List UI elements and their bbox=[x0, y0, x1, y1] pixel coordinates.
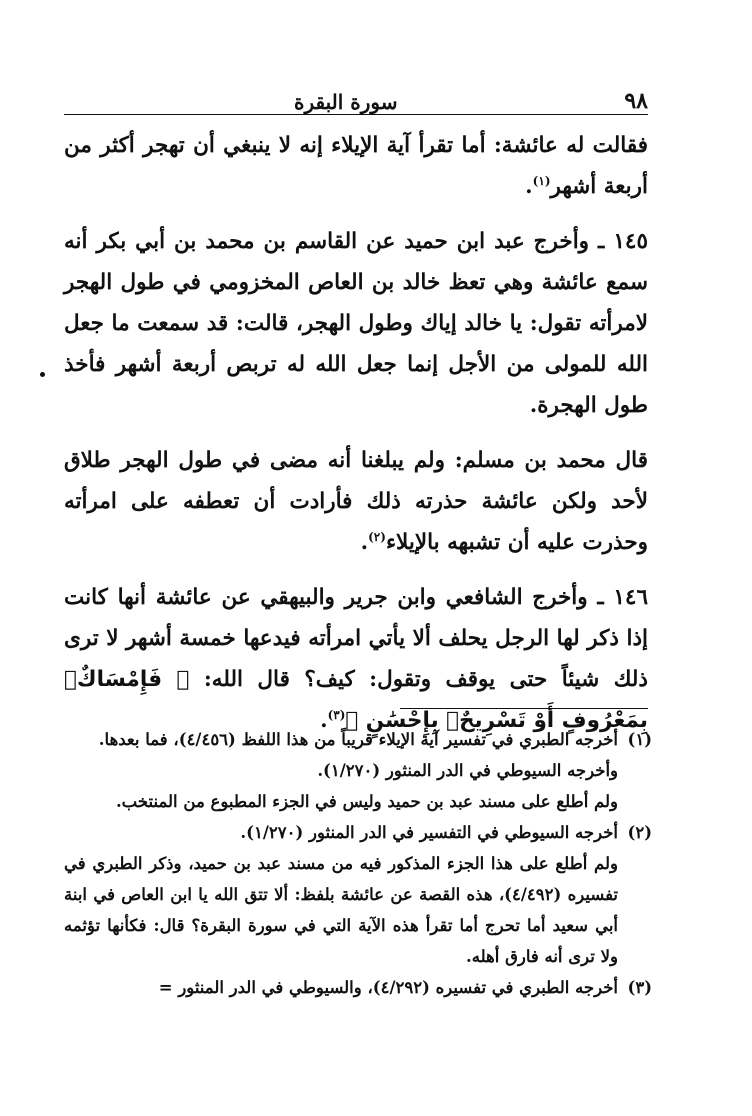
footnote-divider bbox=[400, 708, 648, 709]
footnote-line: ولم أطلع على مسند عبد بن حميد وليس في الجزء المطبوع من المنتخب. bbox=[115, 792, 618, 811]
footnote-number: (١) bbox=[627, 730, 652, 749]
footnote-line: ولم أطلع على هذا الجزء المذكور فيه من مسند عبد بن حميد، وذكر الطبري في تفسيره (٤/٤٩٢)، هذه القصة عن عائشة بلفظ: ألا تتق الله يا ابن العاص في ابنة أبي سعيد أما تحرج أما تقرأ هذه الآية التي في سورة البقرة؟ قال: فكأنها تؤثمه ولا ترى أنه فارق أهله. bbox=[64, 854, 619, 966]
footnote-line: أخرجه الطبري في تفسير آية الإيلاء قريباً من هذا اللفظ (٤/٤٥٦)، فما بعدها. bbox=[98, 730, 618, 749]
paragraph-146-text: ١٤٦ ـ وأخرج الشافعي وابن جرير والبيهقي عن عائشة أنها كانت إذا ذكر لها الرجل يحلف ألا يأتي امرأته فيدعها خمسة أشهر لا ترى ذلك شيئاً حتى يوقف وتقول: كيف؟ قال الله: bbox=[64, 585, 648, 692]
paragraph-146 bbox=[64, 577, 648, 741]
footnote-1 bbox=[64, 724, 652, 817]
footnote-text bbox=[64, 817, 618, 972]
footnote-line: وأخرجه السيوطي في الدر المنثور (١/٢٧٠). bbox=[317, 761, 618, 780]
footnote-line: أخرجه الطبري في تفسيره (٤/٢٩٢)، والسيوطي في الدر المنثور = bbox=[158, 978, 618, 997]
quran-verse: ﴿ فَإِمْسَاكٌۢ بِمَعْرُوفٍ أَوْ تَسْرِيحٌۢ بِإِحْسَٰنٍ ﴾ bbox=[64, 667, 648, 733]
main-text bbox=[64, 125, 648, 741]
paragraph-146-end: . bbox=[320, 708, 328, 733]
footnote-number: (٢) bbox=[627, 823, 652, 842]
footnote-ref-3: (٣) bbox=[327, 707, 346, 722]
footnote-2 bbox=[64, 817, 652, 972]
footnote-text bbox=[64, 972, 618, 1003]
surah-title: سورة البقرة bbox=[294, 90, 398, 114]
running-header bbox=[64, 78, 648, 115]
paragraph-145 bbox=[64, 221, 648, 426]
footnote-line: أخرجه السيوطي في التفسير في الدر المنثور (١/٢٧٠). bbox=[240, 823, 618, 842]
paragraph-3-text: قال محمد بن مسلم: ولم يبلغنا أنه مضى في طول الهجر طلاق لأحد ولكن عائشة حذرته ذلك فأرادت أن تعطفه على امرأته وحذرت عليه أن تشبهه بالإيلاء bbox=[64, 448, 648, 555]
paragraph-1-text: فقالت له عائشة: أما تقرأ آية الإيلاء إنه لا ينبغي أن تهجر أكثر من أربعة أشهر bbox=[64, 133, 648, 199]
page bbox=[64, 78, 648, 755]
paragraph-3-end: . bbox=[360, 530, 369, 555]
footnote-ref-1: (١) bbox=[532, 173, 551, 188]
page-number: ٩٨ bbox=[624, 88, 648, 114]
paragraph-3 bbox=[64, 440, 648, 563]
footnote-3 bbox=[64, 972, 652, 1003]
paragraph-1 bbox=[64, 125, 648, 207]
paragraph-145-text: ١٤٥ ـ وأخرج عبد ابن حميد عن القاسم بن محمد بن أبي بكر أنه سمع عائشة وهي تعظ خالد بن العاص المخزومي في طول الهجر لامرأته تقول: يا خالد إياك وطول الهجر، قالت: قد سمعت ما جعل الله للمولى من الأجل إنما جعل الله له تربص أربعة أشهر فأخذ طول الهجرة. bbox=[64, 229, 648, 418]
footnote-number: (٣) bbox=[627, 978, 652, 997]
footnotes bbox=[64, 724, 652, 1003]
margin-dot bbox=[40, 372, 45, 377]
paragraph-1-end: . bbox=[525, 174, 533, 199]
footnote-ref-2: (٢) bbox=[368, 529, 386, 544]
footnote-text bbox=[64, 724, 618, 817]
